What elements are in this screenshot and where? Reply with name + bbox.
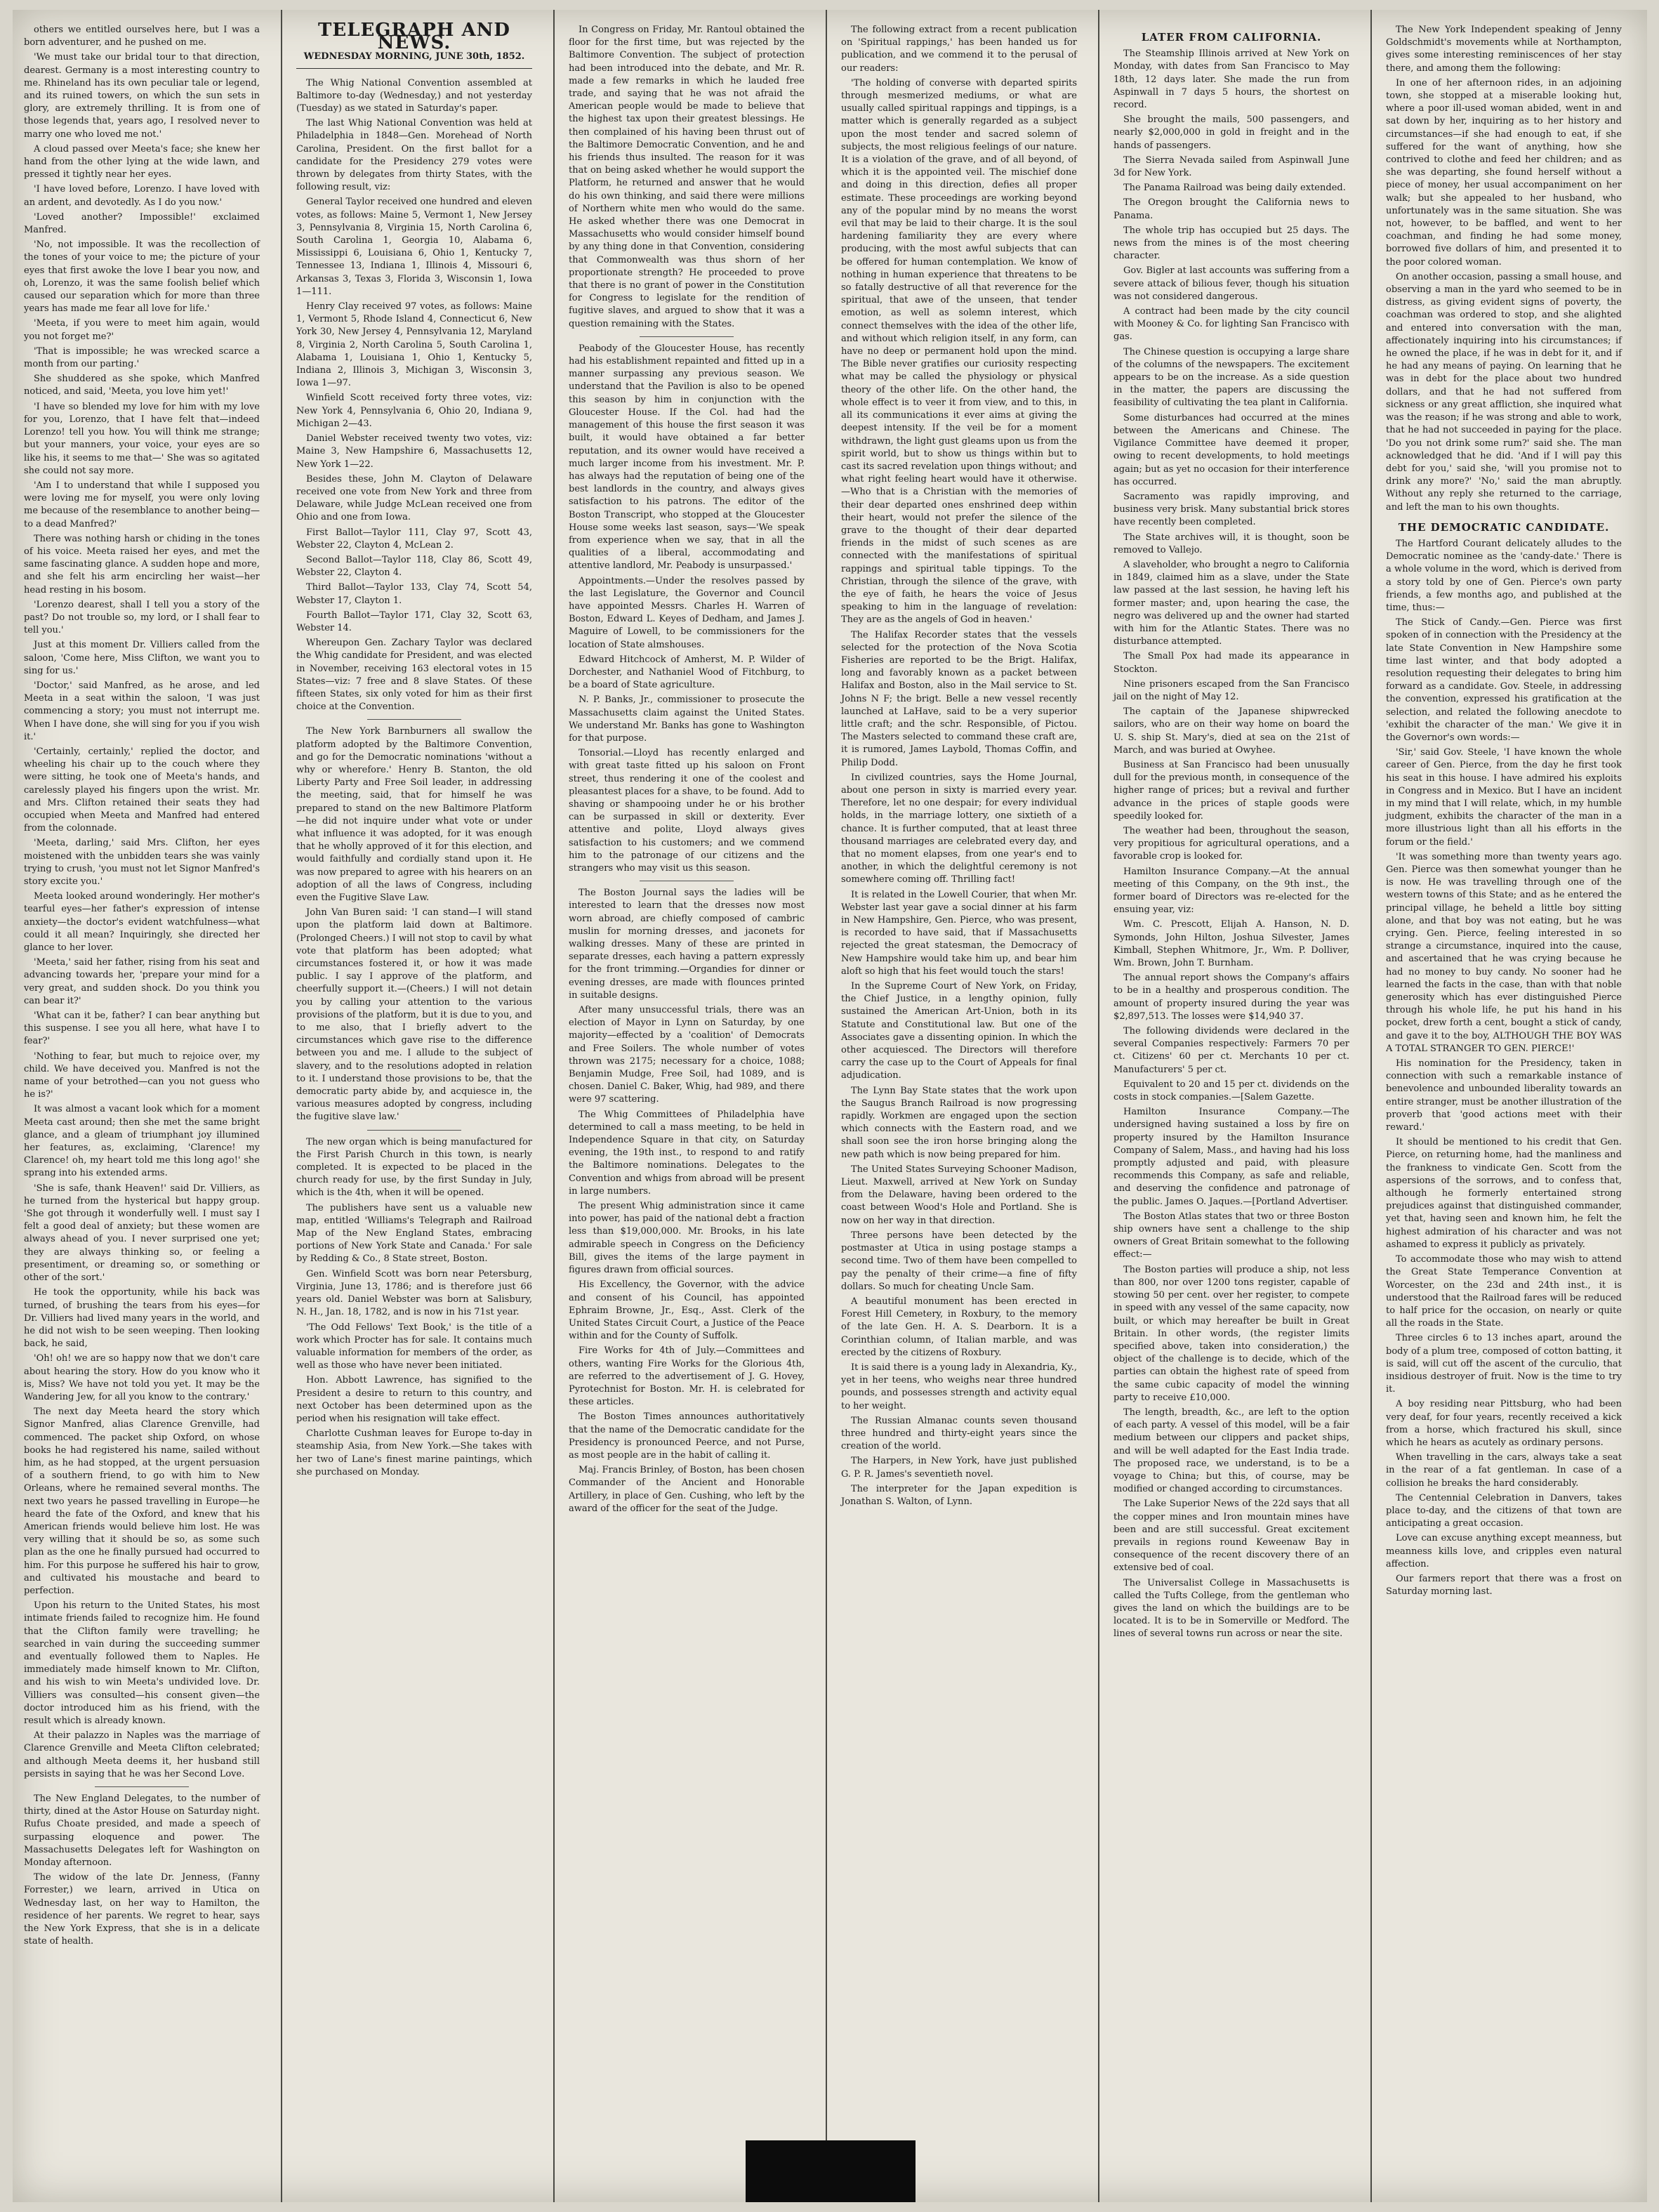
section-heading: LATER FROM CALIFORNIA. — [1141, 31, 1322, 44]
article-paragraph: Appointments.—Under the resolves passed by the last Legislature, the Governor and Council have appointed Messrs. Charles H. Warren of Boston, Edward L. Keyes of Dedham, and James J. Maguire of Lowell, to be commissioners for the location of State almshouses. — [569, 575, 805, 650]
article-paragraph: Our farmers report that there was a frost on Saturday morning last. — [1386, 1573, 1622, 1598]
article-paragraph: The Panama Railroad was being daily extended. — [1123, 183, 1346, 194]
article-paragraph: It was almost a vacant look which for a moment Meeta cast around; then she met the same bright glance, and a gleam of triumphant joy illumined her features, as, exclaiming, 'Clarence! my Clarence! oh, my heart told me this long ago!' she sprang into his extended arms. — [24, 1104, 260, 1179]
article-paragraph: The Boston Times announces authoritatively that the name of the Democratic candidate for the Presidency is pronounced Peerce, and not Purse, as most people are in the habit of calling it. — [569, 1411, 805, 1461]
article-paragraph: Maj. Francis Brinley, of Boston, has been chosen Commander of the Ancient and Honorable Artillery, in place of Gen. Cushing, who left by the award of the officer for the seat of the Judge. — [569, 1465, 805, 1514]
article-paragraph: Three persons have been detected by the postmaster at Utica in using postage stamps a second time. Two of them have been compelled to pay the penalty of their crime—a fine of fifty dollars. So much for cheating Uncle Sam. — [841, 1230, 1077, 1292]
article-paragraph: Henry Clay received 97 votes, as follows: Maine 1, Vermont 5, Rhode Island 4, Connecticut 6, New York 30, New Jersey 4, Pennsylvania 12, Maryland 8, Virginia 2, North Carolina 5, South Carolina 1, Alabama 1, Louisiana 1, Ohio 1, Kentucky 5, Indiana 2, Illinois 3, Michigan 3, Wisconsin 3, Iowa 1—97. — [296, 301, 532, 389]
masthead-dateline: WEDNESDAY MORNING, JUNE 30th, 1852. — [296, 51, 532, 68]
article-paragraph: 'Nothing to fear, but much to rejoice over, my child. We have deceived you. Manfred is not the name of your betrothed—can you not guess who he is?' — [24, 1051, 260, 1100]
article-paragraph: Sacramento was rapidly improving, and business very brisk. Many substantial brick stores have recently been completed. — [1113, 491, 1349, 528]
article-paragraph: Besides these, John M. Clayton of Delaware received one vote from New York and three from Delaware, while Judge McLean received one from Ohio and one from Iowa. — [296, 473, 532, 523]
article-paragraph: It should be mentioned to his credit that Gen. Pierce, on returning home, had the manliness and the frankness to vindicate Gen. Scott from the aspersions of the sorrows, and to confess that, although he formerly entertained strong prejudices against that distinguished commander, yet that, having seen and known him, he felt the highest admiration of his character and was not ashamed to express it publicly as privately. — [1386, 1137, 1622, 1250]
article-paragraph: John Van Buren said: 'I can stand—I will stand upon the platform laid down at Baltimore. (Prolonged Cheers.) I will not stop to cavil by what vote that platform has been adopted; what circumstances fostered it, or how it was made public. I say I approve of the platform, and cheerfully support it.—(Cheers.) I will not detain you by calling your attention to the various provisions of the platform, but it is due to you, and to me also, that I briefly advert to the circumstances which gave rise to the difference between you and me. I allude to the subject of slavery, and to the resolutions adopted in relation to it. I understand those provisions to be, that the democratic party abide by, and acquiesce in, the various measures adopted by congress, including the fugitive slave law.' — [296, 907, 532, 1123]
article-paragraph: The whole trip has occupied but 25 days. The news from the mines is of the most cheering character. — [1113, 225, 1349, 262]
article-paragraph: others we entitled ourselves here, but I was a born adventurer, and he pushed on me. — [24, 25, 260, 48]
article-paragraph: Wm. C. Prescott, Elijah A. Hanson, N. D. Symonds, John Hilton, Joshua Silvester, James Kimball, Stephen Whitmore, Jr., Wm. P. Dolliver, Wm. Brown, John T. Burnham. — [1113, 919, 1349, 969]
article-paragraph: 'Am I to understand that while I supposed you were loving me for myself, you were only loving me because of the resemblance to another being—to a dead Manfred?' — [24, 480, 260, 529]
article-paragraph: 'I have loved before, Lorenzo. I have loved with an ardent, and devotedly. As I do you now.' — [24, 184, 260, 208]
article-paragraph: 'Lorenzo dearest, shall I tell you a story of the past? Do not trouble so, my lord, or I shall fear to tell you.' — [24, 599, 260, 636]
article-paragraph: In the Supreme Court of New York, on Friday, the Chief Justice, in a lengthy opinion, fully sustained the American Art-Union, both in its Statute and Constitutional law. But one of the Associates gave a dissenting opinion. In which the other acquiesced. The Directors will therefore carry the case up to the Court of Appeals for final adjudication. — [841, 981, 1077, 1081]
article-paragraph: The Lynn Bay State states that the work upon the Saugus Branch Railroad is now progressing rapidly. Workmen are engaged upon the section which connects with the Eastern road, and we shall soon see the iron horse bringing along the new path which is now being prepared for him. — [841, 1085, 1077, 1160]
article-paragraph: She shuddered as she spoke, which Manfred noticed, and said, 'Meeta, you love him yet!' — [24, 374, 260, 397]
article-paragraph: A slaveholder, who brought a negro to California in 1849, claimed him as a slave, under the State law passed at the last session, he having left his former master; and, upon hearing the case, the negro was delivered up and the owner had started with him for the Atlantic States. There was no disturbance attempted. — [1113, 559, 1349, 647]
article-paragraph: 'The Odd Fellows' Text Book,' is the title of a work which Procter has for sale. It contains much valuable information for members of the order, as well as those who have never been initiated. — [296, 1322, 532, 1371]
article-paragraph: The Harpers, in New York, have just published G. P. R. James's seventieth novel. — [841, 1456, 1077, 1480]
article-paragraph: In one of her afternoon rides, in an adjoining town, she stopped at a miserable looking hut, where a poor ill-used woman abided, went in and sat down by her, inquiring as to her history and circumstances—if she had enough to eat, if she suffered for the want of anything, how she contrived to clothe and feed her children; and as she was departing, she found herself without a piece of money, her usual accompaniment on her walk; but she appealed to her husband, who unfortunately was in the same situation. She was not, however, to be baffled, and went to her coachman, and finding he had some money, borrowed five dollars of him, and presented it to the poor colored woman. — [1386, 77, 1622, 268]
article-paragraph: After many unsuccessful trials, there was an election of Mayor in Lynn on Saturday, by one majority—effected by a 'coalition' of Democrats and Free Soilers. The whole number of votes thrown was 2175; necessary for a choice, 1088; Benjamin Mudge, Free Soil, had 1089, and is chosen. Daniel C. Baker, Whig, had 989, and there were 97 scattering. — [569, 1005, 805, 1105]
article-paragraph: 'I have so blended my love for him with my love for you, Lorenzo, that I have felt that—indeed Lorenzo! tell you how. You will think me strange; but your manners, your voice, your eyes are so like his, it seems to me that—' She was so agitated she could not say more. — [24, 401, 260, 476]
article-paragraph: In Congress on Friday, Mr. Rantoul obtained the floor for the first time, but was rejected by the Baltimore Convention. The subject of protection had been introduced into the debate, and Mr. R. made a few remarks in which he lauded free trade, and saying that he was not afraid the American people would be made to believe that the highest tax upon their greatest blessings. He then complained of his having been thrust out of the Baltimore Democratic Convention, and he and his friends thus insulted. The reason for it was that on being asked whether he would support the Platform, he returned and answer that he would do his own thinking, and said there were millions of Northern white men who would do the same. He asked whether there was one Democrat in Massachusetts who would consider himself bound by any thing done in that Convention, considering that Commonwealth was thus shorn of her proportionate strength? He proceeded to prove that there is no grant of power in the Constitution for Congress to legislate for the rendition of fugitive slaves, and argued to show that it was a question remaining with the States. — [569, 25, 805, 329]
article-paragraph: Meeta looked around wonderingly. Her mother's tearful eyes—her father's expression of intense anxiety—the doctor's evident watchfulness—what could it all mean? Inquiringly, she directed her glance to her lover. — [24, 891, 260, 954]
article-paragraph: Second Ballot—Taylor 118, Clay 86, Scott 49, Webster 22, Clayton 4. — [296, 554, 532, 579]
article-paragraph: The New England Delegates, to the number of thirty, dined at the Astor House on Saturday night. Rufus Choate presided, and made a speech of surpassing eloquence and power. The Massachusetts Delegates left for Washington on Monday afternoon. — [24, 1793, 260, 1869]
article-paragraph: Business at San Francisco had been unusually dull for the previous month, in consequence of the higher range of prices; but a revival and further advance in the prices of staple goods were speedily looked for. — [1113, 759, 1349, 822]
article-paragraph: The Boston Journal says the ladies will be interested to learn that the dresses now most worn abroad, are chiefly composed of cambric muslin for morning dresses, and jaconets for walking dresses. Many of these are printed in separate dresses, each having a pattern expressly for the front trimming.—Organdies for dinner or evening dresses, are made with flounces printed in suitable designs. — [569, 888, 805, 1001]
article-paragraph: The interpreter for the Japan expedition is Jonathan S. Walton, of Lynn. — [841, 1483, 1077, 1507]
article-paragraph: 'Oh! oh! we are so happy now that we don't care about hearing the story. How do you know who it is, Miss? We have not told you yet. It may be the Wandering Jew, for all you know to the contrary.' — [24, 1353, 260, 1402]
article-paragraph: The Oregon brought the California news to Panama. — [1113, 197, 1349, 221]
article-paragraph: Gov. Bigler at last accounts was suffering from a severe attack of bilious fever, though his situation was not considered dangerous. — [1113, 265, 1349, 302]
article-paragraph: There was nothing harsh or chiding in the tones of his voice. Meeta raised her eyes, and met the same fascinating glance. A sudden hope and more, and she felt his arm encircling her waist—her head resting in his bosom. — [24, 533, 260, 595]
article-paragraph: 'Loved another? Impossible!' exclaimed Manfred. — [24, 211, 260, 236]
article-paragraph: The Sierra Nevada sailed from Aspinwall June 3d for New York. — [1113, 154, 1349, 179]
article-paragraph: The weather had been, throughout the season, very propitious for agricultural operations, and a favorable crop is looked for. — [1113, 825, 1349, 862]
article-paragraph: On another occasion, passing a small house, and observing a man in the yard who seemed to be in distress, as giving evident signs of poverty, the coachman was ordered to stop, and she alighted and entered into conversation with the man, affectionately inquiring into his circumstances; if he owned the place, if he was in debt for it, and if he had any means of paying. On learning that he was in debt for the place about two hundred dollars, and that he had not suffered from sickness or any great affliction, she inquired what was the reason; if he was strong and able to work, that he had not succeeded in paying for the place. 'Do you not drink some rum?' said she. The man acknowledged that he did. 'And if I will pay this debt for you,' said she, 'will you promise not to drink any more?' 'No,' said the man abruptly. Without any reply she returned to the carriage, and left the man to his own thoughts. — [1386, 271, 1622, 513]
article-paragraph: A cloud passed over Meeta's face; she knew her hand from the other lying at the wide lawn, and pressed it tightly near her eyes. — [24, 143, 260, 180]
article-paragraph: Daniel Webster received twenty two votes, viz: Maine 3, New Hampshire 6, Massachusetts 12, New York 1—22. — [296, 433, 532, 470]
article-paragraph: Peabody of the Gloucester House, has recently had his establishment repainted and fitted up in a manner surpassing any previous season. We understand that the Pavilion is also to be opened this season by him in conjunction with the Gloucester House. If the Col. had had the management of this house the first season it was built, it would have obtained a far better reputation, and its owner would have received a much larger income from his investment. Mr. P. has always had the reputation of being one of the best landlords in the country, and always gives satisfaction to his patrons. The editor of the Boston Transcript, who stopped at the Gloucester House some weeks last season, says—'We speak from experience when we say, that in all the qualities of a liberal, accommodating and attentive landlord, Mr. Peabody is unsurpassed.' — [569, 343, 805, 572]
newspaper-page — [13, 10, 1647, 2202]
article-paragraph: When travelling in the cars, always take a seat in the rear of a fat gentleman. In case of a collision he breaks the hard considerably. — [1386, 1452, 1622, 1489]
article-paragraph: 'We must take our bridal tour to that direction, dearest. Germany is a most interesting country to me. Rhineland has its own peculiar tale or legend, and its ruined towers, on which the sun sets in glory, are extremely thrilling. It is from one of those legends that, years ago, I resolved never to marry one who loved me not.' — [24, 52, 260, 140]
column-rule — [826, 10, 827, 2202]
article-paragraph: The Whig Committees of Philadelphia have determined to call a mass meeting, to be held in Independence Square in that city, on Saturday evening, the 19th inst., to respond to and ratify the Baltimore nominations. Delegates to the Convention and whigs from abroad will be present in large numbers. — [569, 1109, 805, 1197]
article-paragraph: The present Whig administration since it came into power, has paid of the national debt a fraction less than $19,000,000. Mr. Brooks, in his late admirable speech in Congress on the Deficiency Bill, gives the items of the large payment in figures drawn from official sources. — [569, 1201, 805, 1276]
article-paragraph: The following extract from a recent publication on 'Spiritual rappings,' has been handed us for publication, and we commend it to the perusal of our readers: — [841, 25, 1077, 74]
article-paragraph: He took the opportunity, while his back was turned, of brushing the tears from his eyes—for Dr. Villiers had lived many years in the world, and he did not wish to be seen weeping. Then looking back, he said, — [24, 1287, 260, 1350]
article-paragraph: Third Ballot—Taylor 133, Clay 74, Scott 54, Webster 17, Clayton 1. — [296, 582, 532, 606]
article-paragraph: 'What can it be, father? I can bear anything but this suspense. I see you all here, what have I to fear?' — [24, 1010, 260, 1047]
article-paragraph: Winfield Scott received forty three votes, viz: New York 4, Pennsylvania 6, Ohio 20, Indiana 9, Michigan 2—43. — [296, 393, 532, 429]
article-paragraph: Fire Works for 4th of July.—Committees and others, wanting Fire Works for the Glorious 4th, are referred to the advertisement of J. G. Hovey, Pyrotechnist for Boston. Mr. H. is celebrated for these articles. — [569, 1345, 805, 1408]
article-paragraph: 'The holding of converse with departed spirits through mesmerized mediums, or what are usually called spiritual rappings and tippings, is a matter which is generally regarded as a subject upon the most tender and sacred solemn of subjects, the most religious feelings of our nature. It is a violation of the grave, and of all beyond, of which it is the appointed veil. The mischief done and doing in this direction, defies all proper estimate. These proceedings are working beyond any of the popular mind by no means the worst evil that may be laid to their charge. It is the soul hardening familiarity they are every where producing, with the most awful subjects that can be offered for human contemplation. We know of nothing in human experience that threatens to be so fatally destructive of all that reverence for the spiritual, that awe of the unseen, that tender emotion, as well as solemn interest, which connect themselves with the idea of the other life, and without which religion itself, in any form, can have no deep or permanent hold upon the mind. The Bible never gratifies our curiosity respecting what may be called the physiology or physical theory of the other life. On the other hand, the whole effect is to veer it from view, and to this, in all its communications it ever aims at giving the deepest intensity. If the veil be for a moment withdrawn, the light gust gleams upon us from the spirit world, but to show us things within but to cast its sacred revelation upon things without; and what right feeling heart would have it otherwise.—Who that is a Christian with the memories of their dear departed ones enshrined deep within their heart, would not prefer the silence of the grave to the thought of their dear departed friends in the midst of such scenes as are connected with the manifestations of spiritual rappings and spiritual table tippings. To the Christian, through the silence of the grave, with the eye of faith, he hears the voice of Jesus speaking to him in the language of revelation: They are as the angels of God in heaven.' — [841, 77, 1077, 626]
article-paragraph: 'No, not impossible. It was the recollection of the tones of your voice to me; the picture of your eyes that first awoke the love I bear you now, and oh, Lorenzo, it was the same foolish belief which caused our separation which for more than three years has made me fear all love for life.' — [24, 239, 260, 315]
article-paragraph: The New York Barnburners all swallow the platform adopted by the Baltimore Convention, and go for the Democratic nominations 'without a why or wherefore.' Henry B. Stanton, the old Liberty Party and Free Soil leader, in addressing the meeting, said, that for himself he was prepared to stand on the new Baltimore Platform—he did not inquire under what vote or under what influence it was adopted, for it was enough that he wholly approved of it for this election, and would faithfully and cordially stand upon it. He was now prepared to agree with his hearers on an adoption of all the laws of Congress, including even the Fugitive Slave Law. — [296, 726, 532, 903]
article-paragraph: Upon his return to the United States, his most intimate friends failed to recognize him. He found that the Clifton family were travelling; he searched in vain during the succeeding summer and eventually followed them to Naples. He immediately made himself known to Mr. Clifton, and his wish to win Meeta's undivided love. Dr. Villiers was consulted—his consent given—the doctor introduced him as his friend, with the result which is already known. — [24, 1600, 260, 1726]
article-paragraph: The annual report shows the Company's affairs to be in a healthy and prosperous condition. The amount of property insured during the year was $2,897,513. The losses were $14,940 37. — [1113, 973, 1349, 1022]
article-paragraph: The length, breadth, &c., are left to the option of each party. A vessel of this model, will be a fair medium between our clippers and packet ships, and will be well adapted for the East India trade. The proposed race, we understand, is to be a voyage to China; but this, of course, may be modified or changed according to circumstances. — [1113, 1407, 1349, 1495]
article-paragraph: Fourth Ballot—Taylor 171, Clay 32, Scott 63, Webster 14. — [296, 610, 532, 633]
section-divider — [640, 336, 734, 337]
article-paragraph: 'Certainly, certainly,' replied the doctor, and wheeling his chair up to the couch where they were sitting, he took one of Meeta's hands, and carelessly played his fingers upon the wrist. Mr. and Mrs. Clifton retained their seats they had occupied when Meeta and Manfred had entered from the colonnade. — [24, 746, 260, 834]
column-2 — [285, 10, 543, 2202]
article-paragraph: The widow of the late Dr. Jenness, (Fanny Forrester,) we learn, arrived in Utica on Wednesday last, on her way to Hamilton, the residence of her parents. We regret to hear, says the New York Express, that she is in a delicate state of health. — [24, 1872, 260, 1947]
article-paragraph: The new organ which is being manufactured for the First Parish Church in this town, is nearly completed. It is expected to be placed in the church ready for use, by the first Sunday in July, which is the 4th, when it will be opened. — [296, 1136, 532, 1199]
article-paragraph: The last Whig National Convention was held at Philadelphia in 1848—Gen. Morehead of North Carolina, President. On the first ballot for a candidate for the Presidency 279 votes were thrown by delegates from thirty States, with the following result, viz: — [296, 118, 532, 193]
column-rule — [1098, 10, 1099, 2202]
column-rule — [553, 10, 555, 2202]
article-paragraph: Whereupon Gen. Zachary Taylor was declared the Whig candidate for President, and was elected in November, receiving 163 electoral votes in 15 States—viz: 7 free and 8 slave States. Of these fifteen States, six only voted for him as their first choice at the Convention. — [296, 638, 532, 713]
article-paragraph: The Lake Superior News of the 22d says that all the copper mines and Iron mountain mines have been and are still successful. Great excitement prevails in regions round Keweenaw Bay in consequence of the recent discovery there of an extensive bed of coal. — [1113, 1499, 1349, 1574]
article-paragraph: First Ballot—Taylor 111, Clay 97, Scott 43, Webster 22, Clayton 4, McLean 2. — [296, 527, 532, 551]
section-heading: THE DEMOCRATIC CANDIDATE. — [1398, 520, 1610, 534]
column-rule — [1370, 10, 1372, 2202]
article-paragraph: The Small Pox had made its appearance in Stockton. — [1113, 651, 1349, 675]
article-paragraph: Just at this moment Dr. Villiers called from the saloon, 'Come here, Miss Clifton, we want you to sing for us.' — [24, 640, 260, 676]
column-rule — [281, 10, 282, 2202]
column-3 — [557, 10, 816, 2202]
article-paragraph: Some disturbances had occurred at the mines between the Americans and Chinese. The Vigilance Committee have deemed it proper, owing to recent developments, to hold meetings again; but as yet no occasion for their interference has occurred. — [1113, 412, 1349, 487]
article-paragraph: The Whig National Convention assembled at Baltimore to-day (Wednesday,) and not yesterday (Tuesday) as we stated in Saturday's paper. — [296, 77, 532, 114]
redaction-block — [746, 2140, 916, 2202]
article-paragraph: The Centennial Celebration in Danvers, takes place to-day, and the citizens of that town are anticipating a great occasion. — [1386, 1492, 1622, 1529]
article-paragraph: Edward Hitchcock of Amherst, M. P. Wilder of Dorchester, and Nathaniel Wood of Fitchburg, to be a board of State agriculture. — [569, 654, 805, 691]
article-paragraph: The Boston parties will produce a ship, not less than 800, nor over 1200 tons register, capable of stowing 50 per cent. over her register, to compete in speed with any vessel of the same capacity, now built, or which may hereafter be built in Great Britain. In other words, (the register limits specified above, taken into consideration,) the object of the challenge is to decide, which of the parties can obtain the highest rate of speed from the same cubic capacity of model the winning party to receive £10,000. — [1113, 1264, 1349, 1403]
article-paragraph: 'Meeta, if you were to meet him again, would you not forget me?' — [24, 318, 260, 342]
article-paragraph: The Universalist College in Massachusetts is called the Tufts College, from the gentleman who gives the land on which the buildings are to be located. It is to be in Somerville or Medford. The lines of several towns run across or near the site. — [1113, 1577, 1349, 1640]
article-paragraph: She brought the mails, 500 passengers, and nearly $2,000,000 in gold in freight and in the hands of passengers. — [1113, 114, 1349, 151]
article-paragraph: The next day Meeta heard the story which Signor Manfred, alias Clarence Grenville, had commenced. The packet ship Oxford, on whose books he had registered his name, sailed without him, as he had stopped, at the urgent persuasion of a southern friend, to go with him to New Orleans, where he remained several months. The next two years he passed travelling in Europe—he heard the fate of the Oxford, and knew that his American friends would believe him lost. He was very willing that it should be so, as some such plan as the one he finally pursued had occurred to him. For this purpose he suffered his hair to grow, and cultivated his moustache and beard to perfection. — [24, 1407, 260, 1596]
article-paragraph: Three circles 6 to 13 inches apart, around the body of a plum tree, composed of cotton batting, it is said, will cut off the ascent of the curculio, that insidious destroyer of fruit. Now is the time to try it. — [1386, 1333, 1622, 1395]
article-paragraph: The following dividends were declared in the several Companies respectively: Farmers 70 per ct. Citizens' 60 per ct. Merchants 10 per ct. Manufacturers' 5 per ct. — [1113, 1026, 1349, 1075]
article-paragraph: Charlotte Cushman leaves for Europe to-day in steamship Asia, from New York.—She takes with her two of Lane's finest marine paintings, which she purchased on Monday. — [296, 1428, 532, 1477]
article-paragraph: The Boston Atlas states that two or three Boston ship owners have sent a challenge to the ship owners of Great Britain somewhat to the following effect:— — [1113, 1211, 1349, 1260]
article-paragraph: Equivalent to 20 and 15 per ct. dividends on the costs in stock companies.—[Salem Gazette. — [1113, 1079, 1349, 1103]
article-paragraph: General Taylor received one hundred and eleven votes, as follows: Maine 5, Vermont 1, New Jersey 3, Pennsylvania 8, Virginia 15, North Carolina 6, South Carolina 1, Georgia 10, Alabama 6, Mississippi 6, Louisiana 6, Ohio 1, Kentucky 7, Tennessee 13, Indiana 1, Illinois 4, Missouri 6, Arkansas 3, Texas 3, Florida 3, Wisconsin 1, Iowa 1—111. — [296, 197, 532, 297]
masthead-title: TELEGRAPH AND NEWS. — [318, 20, 510, 54]
article-paragraph: A beautiful monument has been erected in Forest Hill Cemetery, in Roxbury, to the memory of the late Gen. H. A. S. Dearborn. It is a Corinthian column, of Italian marble, and was erected by the citizens of Roxbury. — [841, 1296, 1077, 1358]
article-paragraph: 'That is impossible; he was wrecked scarce a month from our parting.' — [24, 345, 260, 370]
article-paragraph: The Halifax Recorder states that the vessels selected for the protection of the Nova Scotia Fisheries are reported to be the Brigt. Halifax, long and favorably known as a packet between Halifax and Boston, also in the Mail service to St. Johns N F; the brigt. Belle a new vessel recently launched at LaHave, said to be a very superior little craft; and the schr. Responsible, of Pictou. The Masters selected to command these craft are, it is rumored, James Laybold, Thomas Coffin, and Philip Dodd. — [841, 629, 1077, 768]
article-paragraph: 'Meeta,' said her father, rising from his seat and advancing towards her, 'prepare your mind for a very great, and sudden shock. Do you think you can bear it?' — [24, 957, 260, 1006]
article-paragraph: The Hartford Courant delicately alludes to the Democratic nominee as the 'candy-date.' There is a whole volume in the word, which is derived from a story told by one of Gen. Pierce's own party friends, a few months ago, and published at the time, thus:— — [1386, 538, 1622, 613]
article-paragraph: 'She is safe, thank Heaven!' said Dr. Villiers, as he turned from the hysterical but happy group. 'She got through it wonderfully well. I must say I felt a good deal of anxiety; but these women are always ahead of you. I never surprised one yet; they are always thinking so, or feeling a presentiment, or dreaming so, or something or other of the sort.' — [24, 1183, 260, 1284]
article-paragraph: 'It was something more than twenty years ago. Gen. Pierce was then somewhat younger than he is now. He was travelling through one of the western towns of this State; and as he entered the principal village, he beheld a little boy sitting alone, and that boy was not eating, but he was crying. Gen. Pierce, feeling interested in so strange a circumstance, inquired into the cause, and ascertained that he was crying because he had no money to buy candy. No sooner had he learned the facts in the case, than with that noble generosity which has ever distinguished Pierce through his whole life, he put his hand in his pocket, drew forth a cent, bought a stick of candy, and gave it to the boy, ALTHOUGH THE BOY WAS A TOTAL STRANGER TO GEN. PIERCE!' — [1386, 851, 1622, 1054]
article-paragraph: His nomination for the Presidency, taken in connection with such a remarkable instance of benevolence and unbounded liberality towards an entire stranger, must be another illustration of the proverb that 'good actions meet with their reward.' — [1386, 1058, 1622, 1133]
section-divider — [367, 719, 461, 720]
column-1 — [13, 10, 271, 2202]
article-paragraph: The Russian Almanac counts seven thousand three hundred and thirty-eight years since the creation of the world. — [841, 1415, 1077, 1452]
article-paragraph: Hamilton Insurance Company.—The undersigned having sustained a loss by fire on property insured by the Hamilton Insurance Company of Salem, Mass., and having had his loss promptly adjusted and paid, with pleasure recommends this Company, as safe and reliable, and deserving the confidence and patronage of the public. James O. Jaques.—[Portland Advertiser. — [1113, 1107, 1349, 1207]
article-paragraph: Hon. Abbott Lawrence, has signified to the President a desire to return to this country, and next October has been determined upon as the period when his resignation will take effect. — [296, 1375, 532, 1424]
column-5 — [1102, 10, 1361, 2202]
article-paragraph: A boy residing near Pittsburg, who had been very deaf, for four years, recently received a kick from a horse, which fractured his skull, since which he hears as acutely as ordinary persons. — [1386, 1399, 1622, 1448]
article-paragraph: The United States Surveying Schooner Madison, Lieut. Maxwell, arrived at New York on Sunday from the Delaware, having been ordered to the coast between Wood's Hole and Portland. She is now on her way in that direction. — [841, 1164, 1077, 1226]
column-6 — [1375, 10, 1633, 2202]
article-paragraph: It is related in the Lowell Courier, that when Mr. Webster last year gave a social dinner at his farm in New Hampshire, Gen. Pierce, who was present, is recorded to have said, that if Massachusetts rejected the great statesman, the Democracy of New Hampshire would take him up, and bear him aloft so high that his feet would touch the stars! — [841, 889, 1077, 977]
article-paragraph: Love can excuse anything except meanness, but meanness kills love, and cripples even natural affection. — [1386, 1533, 1622, 1569]
article-paragraph: The New York Independent speaking of Jenny Goldschmidt's movements while at Northampton, gives some interesting reminiscences of her stay there, and among them the following: — [1386, 25, 1622, 74]
article-paragraph: At their palazzo in Naples was the marriage of Clarence Grenville and Meeta Clifton celebrated; and although Meeta deems it, her husband still persists in saying that he was her Second Love. — [24, 1730, 260, 1779]
article-paragraph: The Stick of Candy.—Gen. Pierce was first spoken of in connection with the Presidency at the late State Convention in New Hampshire some time last winter, and that body adopted a resolution requesting their delegates to bring him forward as a candidate. Gov. Steele, in addressing the convention, expressed his gratification at the selection, and related the following anecdote to 'exhibit the character of the man.' We give it in the Governor's own words:— — [1386, 617, 1622, 743]
article-paragraph: Tonsorial.—Lloyd has recently enlarged and with great taste fitted up his saloon on Front street, thus rendering it one of the coolest and pleasantest places for a shave, to be found. Add to shaving or shampooing under he or his brother can be surpassed in skill or dexterity. Ever attentive and polite, Lloyd always gives satisfaction to his customers; and we commend him to the patronage of our citizens and the strangers who may visit us this season. — [569, 748, 805, 874]
article-paragraph: A contract had been made by the city council with Mooney & Co. for lighting San Francisco with gas. — [1113, 306, 1349, 343]
article-paragraph: Gen. Winfield Scott was born near Petersburg, Virginia, June 13, 1786; and is therefore just 66 years old. Daniel Webster was born at Salisbury, N. H., Jan. 18, 1782, and is now in his 71st year. — [296, 1268, 532, 1318]
article-paragraph: The State archives will, it is thought, soon be removed to Vallejo. — [1113, 532, 1349, 555]
article-paragraph: His Excellency, the Governor, with the advice and consent of his Council, has appointed Ephraim Browne, Jr., Esq., Asst. Clerk of the United States Circuit Court, a Justice of the Peace within and for the County of Suffolk. — [569, 1279, 805, 1342]
article-paragraph: 'Sir,' said Gov. Steele, 'I have known the whole career of Gen. Pierce, from the day he first took his seat in this house. I have admired his exploits in Congress and in Mexico. But I have an incident in my mind that I will relate, which, in my humble judgment, exhibits the character of the man in a more illustrious light than all his efforts in the forum or the field.' — [1386, 747, 1622, 848]
section-divider — [95, 1786, 189, 1787]
article-paragraph: To accommodate those who may wish to attend the Great State Temperance Convention at Worcester, on the 23d and 24th inst., it is understood that the Railroad fares will be reduced to half price for the occasion, on nearly or quite all the roads in the State. — [1386, 1254, 1622, 1329]
article-paragraph: 'Meeta, darling,' said Mrs. Clifton, her eyes moistened with the unbidden tears she was vainly trying to crush, 'you must not let Signor Manfred's story excite you.' — [24, 838, 260, 887]
article-paragraph: The captain of the Japanese shipwrecked sailors, who are on their way home on board the U. S. ship St. Mary's, died at sea on the 21st of March, and was buried at Owyhee. — [1113, 706, 1349, 756]
section-divider — [367, 1130, 461, 1131]
article-paragraph: The Chinese question is occupying a large share of the columns of the newspapers. The excitement appears to be on the increase. As a side question in the matter, the papers are discussing the feasibility of cultivating the tea plant in California. — [1113, 346, 1349, 409]
article-paragraph: 'Doctor,' said Manfred, as he arose, and led Meeta in a seat within the saloon, 'I was just commencing a story; you must not interrupt me. When I have done, she will sing for you if you wish it.' — [24, 680, 260, 742]
article-paragraph: In civilized countries, says the Home Journal, about one person in sixty is married every year. Therefore, let no one despair; for every individual holds, in the marriage lottery, one sixtieth of a chance. It is further computed, that at least three thousand marriages are celebrated every day, and that no moment elapses, from one year's end to another, in which the delightful ceremony is not somewhere coming off. Thrilling fact! — [841, 772, 1077, 886]
article-paragraph: The publishers have sent us a valuable new map, entitled 'Williams's Telegraph and Railroad Map of the New England States, embracing portions of New York State and Canada.' For sale by Redding & Co., 8 State street, Boston. — [296, 1202, 532, 1265]
column-4 — [830, 10, 1088, 2202]
article-paragraph: N. P. Banks, Jr., commissioner to prosecute the Massachusetts claim against the United States. We understand Mr. Banks has gone to Washington for that purpose. — [569, 694, 805, 744]
article-paragraph: It is said there is a young lady in Alexandria, Ky., yet in her teens, who weighs near three hundred pounds, and possesses strength and activity equal to her weight. — [841, 1362, 1077, 1411]
article-paragraph: Nine prisoners escaped from the San Francisco jail on the night of May 12. — [1113, 678, 1349, 702]
article-paragraph: The Steamship Illinois arrived at New York on Monday, with dates from San Francisco to May 18th, 12 days later. She made the run from Aspinwall in 7 days 5 hours, the shortest on record. — [1113, 48, 1349, 111]
article-paragraph: Hamilton Insurance Company.—At the annual meeting of this Company, on the 9th inst., the former board of Directors was re-elected for the ensuing year, viz: — [1113, 866, 1349, 916]
